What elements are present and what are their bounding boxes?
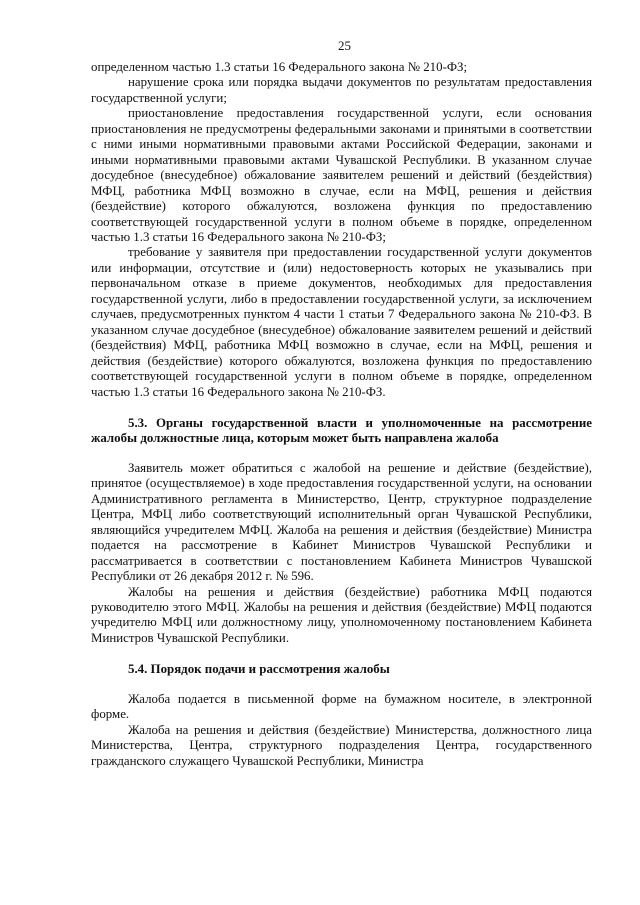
section-5-3 [91,416,592,646]
spacer [91,678,592,692]
paragraph: нарушение срока или порядка выдачи документов по результатам предоставления государственной услуги; [91,75,592,105]
paragraph: Жалобы на решения и действия (бездействие) работника МФЦ подаются руководителю этого МФЦ. Жалобы на решения и действия (бездействие) МФЦ подаются учредителю МФЦ или должностному лицу, уполномоченному постановлением Кабинета Министров Чувашской Республики. [91,584,592,645]
spacer [91,400,592,416]
paragraph: Жалоба подается в письменной форме на бумажном носителе, в электронной форме. [91,691,592,722]
section-heading: 5.4. Порядок подачи и рассмотрения жалобы [128,662,390,677]
spacer [91,447,592,461]
section-5-4 [91,662,592,769]
section-heading: 5.3. Органы государственной власти и уполномоченные на рассмотрение жалобы должностные лица, которым может быть направлена жалоба [91,415,592,446]
paragraph: требование у заявителя при предоставлении государственной услуги документов или информации, отсутствие и (или) недостоверность которых не указывались при первоначальном отказе в приеме документов, необходимых для предоставления государственной услуги, либо в предоставлении государственной услуги, за исключением случаев, предусмотренных пунктом 4 части 1 статьи 7 Федерального закона № 210-ФЗ. В указанном случае досудебное (внесудебное) обжалование заявителем решений и действий (бездействия) МФЦ, работника МФЦ возможно в случае, если на МФЦ, решения и действия (бездействие) которого обжалуются, возложена функция по предоставлению соответствующей государственной услуги в полном объеме в порядке, определенном частью 1.3 статьи 16 Федерального закона № 210-ФЗ. [91,245,592,399]
paragraph: определенном частью 1.3 статьи 16 Федерального закона № 210-ФЗ; [91,60,468,74]
paragraph: Заявитель может обратиться с жалобой на решение и действие (бездействие), принятое (осуществляемое) в ходе предоставления государственной услуги, на основании Административного регламента в Министерство, Центр, структурное подразделение Центра, МФЦ либо соответствующий исполнительный орган Чувашской Республики, являющийся учредителем МФЦ. Жалоба на решения и действия (бездействие) Министра подается на рассмотрение в Кабинет Министров Чувашской Республики и рассматривается в соответствии с постановлением Кабинета Министров Чувашской Республики от 26 декабря 2012 г. № 596. [91,460,592,584]
page-number: 25 [338,38,351,53]
top-paragraphs [91,60,592,400]
spacer [91,646,592,662]
paragraph: приостановление предоставления государственной услуги, если основания приостановления не предусмотрены федеральными законами и принятыми в соответствии с ними иными нормативными правовыми актами Российской Федерации, законами и иными нормативными правовыми актами Чувашской Республики. В указанном случае досудебное (внесудебное) обжалование заявителем решений и действий (бездействия) МФЦ, работника МФЦ возможно в случае, если на МФЦ, решения и действия (бездействие) которого обжалуются, возложена функция по предоставлению соответствующей государственной услуги в полном объеме в порядке, определенном частью 1.3 статьи 16 Федерального закона № 210-ФЗ; [91,106,592,244]
paragraph: Жалоба на решения и действия (бездействие) Министерства, должностного лица Министерства, Центра, структурного подразделения Центра, государственного гражданского служащего Чувашской Республики, Министра [91,722,592,768]
